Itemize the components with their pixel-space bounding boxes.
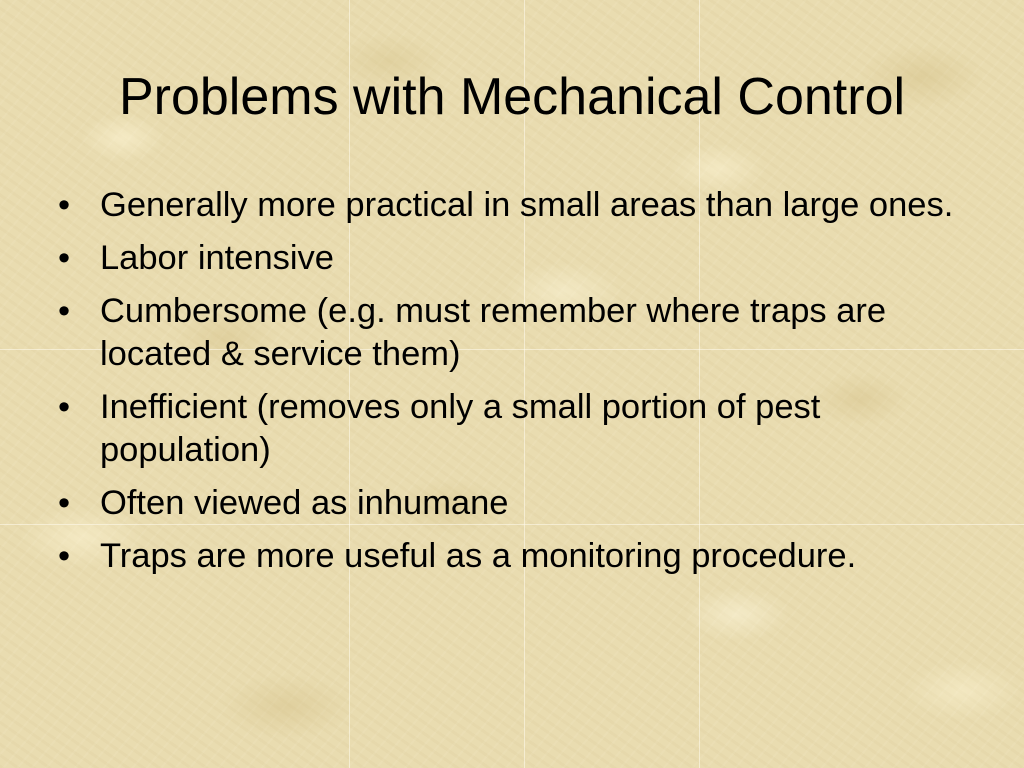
bullet-text: Traps are more useful as a monitoring procedure. — [100, 537, 857, 575]
bullet-text: Inefficient (removes only a small portion of pest population) — [100, 388, 821, 469]
bullet-item — [58, 482, 958, 525]
bullet-marker: • — [58, 484, 71, 522]
bullet-item — [58, 237, 958, 280]
bullet-text: Labor intensive — [100, 239, 334, 277]
bullet-text: Often viewed as inhumane — [100, 484, 509, 522]
bullet-marker: • — [58, 239, 71, 277]
bullet-text: Generally more practical in small areas than large ones. — [100, 186, 954, 224]
bullet-marker: • — [58, 186, 71, 224]
bullet-item — [58, 184, 958, 227]
bullet-marker: • — [58, 388, 71, 426]
bullet-item — [58, 290, 958, 376]
bullet-item — [58, 386, 958, 472]
bullet-marker: • — [58, 292, 71, 330]
slide-title: Problems with Mechanical Control — [118, 68, 906, 126]
bullet-text: Cumbersome (e.g. must remember where traps are located & service them) — [100, 292, 887, 373]
bullet-marker: • — [58, 537, 71, 575]
bullet-list — [58, 184, 958, 588]
bullet-item — [58, 535, 958, 578]
